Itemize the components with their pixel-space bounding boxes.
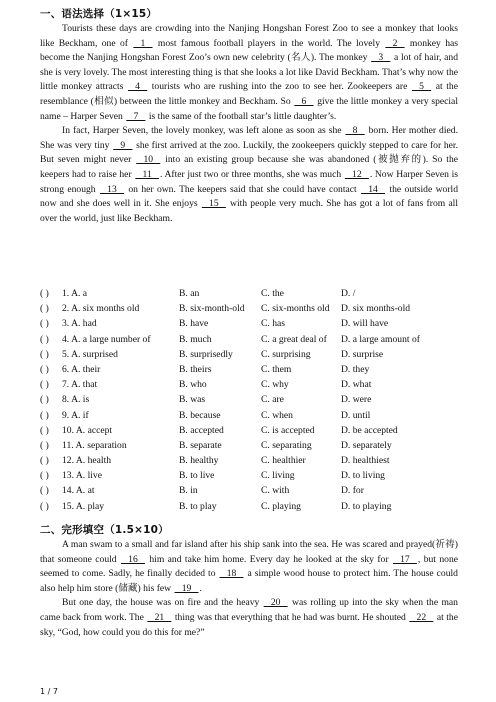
- option-c: C. the: [261, 288, 284, 299]
- option-b: B. in: [179, 485, 198, 497]
- answer-blank: 13: [99, 183, 124, 195]
- option-d: D. to playing: [341, 500, 392, 512]
- answer-blank: 19: [174, 582, 199, 594]
- option-c: C. separating: [261, 439, 312, 451]
- option-b: B. to live: [179, 470, 215, 482]
- answer-bracket: ( ): [40, 363, 49, 375]
- option-a: 13. A. live: [62, 470, 102, 482]
- answer-blank: 3: [371, 52, 391, 64]
- option-d: D. six months-old: [341, 303, 411, 315]
- section-heading-grammar: 一、语法选择（1×15）: [40, 8, 158, 20]
- answer-bracket: ( ): [40, 455, 49, 467]
- option-d: D. they: [341, 363, 370, 375]
- option-c: C. when: [261, 409, 293, 421]
- option-d: D. separately: [341, 439, 392, 451]
- passage-paragraph: But one day, the house was on fire and the heavy 20 was rolling up into the sky when the man came back from work. The 21 thing was that everything that he had was burnt. He shouted 22 at the sky, “God, how could you do this for me?”: [40, 597, 458, 638]
- passage-grammar: [40, 22, 458, 226]
- section-heading-cloze: 二、完形填空（1.5×10）: [40, 524, 169, 536]
- answer-blank: 18: [219, 568, 244, 580]
- option-c: C. living: [261, 470, 295, 482]
- passage-cloze: [40, 538, 458, 640]
- answer-blank: 1: [133, 37, 153, 49]
- option-a: 6. A. their: [62, 363, 101, 375]
- answer-bracket: ( ): [40, 394, 49, 406]
- answer-blank: 20: [263, 597, 288, 609]
- option-b: B. surprisedly: [179, 348, 233, 360]
- option-c: C. six-months old: [261, 303, 330, 315]
- option-b: B. because: [179, 409, 221, 421]
- answer-blank: 11: [135, 168, 159, 180]
- answer-blank: 7: [126, 110, 146, 122]
- option-a: 7. A. that: [62, 379, 98, 391]
- answer-bracket: ( ): [40, 318, 49, 330]
- option-b: B. accepted: [179, 424, 224, 436]
- answer-bracket: ( ): [40, 409, 49, 421]
- answer-blank: 10: [136, 154, 161, 166]
- answer-blank: 4: [127, 81, 148, 93]
- option-d: D. until: [341, 409, 371, 421]
- answer-blank: 17: [392, 553, 417, 565]
- option-b: B. much: [179, 333, 212, 345]
- option-a: 10. A. accept: [62, 424, 113, 436]
- answer-bracket: ( ): [40, 424, 49, 436]
- option-row: [40, 499, 480, 514]
- answer-blank: 21: [147, 611, 172, 623]
- option-c: C. healthier: [261, 455, 306, 467]
- answer-bracket: ( ): [40, 500, 49, 512]
- option-b: B. to play: [179, 500, 217, 512]
- option-c: C. why: [261, 379, 289, 391]
- option-a: 2. A. six months old: [62, 303, 140, 315]
- option-d: D. a large amount of: [341, 333, 420, 345]
- answer-bracket: ( ): [40, 333, 49, 345]
- option-a: 1. A. a: [62, 288, 88, 299]
- passage-paragraph: A man swam to a small and far island after his ship sank into the sea. He was scared and prayed(祈祷) that someone could 16 him and take him home. Every day he looked at the sky for 17 , but none seemed to come. Sadly, he finally decided to 18 a simple wood house to protect him. The house could also help him store (储藏) his few 19 .: [40, 538, 458, 596]
- option-b: B. an: [179, 288, 200, 299]
- option-b: B. was: [179, 394, 206, 406]
- option-row: [40, 483, 480, 498]
- page-number: 1 / 7: [40, 687, 58, 696]
- option-d: D. /: [341, 288, 356, 299]
- answer-blank: 16: [120, 553, 145, 565]
- option-d: D. for: [341, 485, 364, 497]
- option-row: [40, 332, 480, 347]
- option-b: B. six-month-old: [179, 303, 245, 315]
- option-c: C. surprising: [261, 348, 311, 360]
- option-b: B. healthy: [179, 455, 219, 467]
- option-d: D. will have: [341, 318, 389, 330]
- answer-blank: 22: [409, 611, 434, 623]
- answer-bracket: ( ): [40, 470, 49, 482]
- option-d: D. surprise: [341, 348, 384, 360]
- answer-blank: 15: [201, 198, 226, 210]
- answer-blank: 6: [294, 95, 314, 107]
- option-row: [40, 286, 480, 301]
- option-c: C. playing: [261, 500, 301, 512]
- option-row: [40, 392, 480, 407]
- option-a: 4. A. a large number of: [62, 333, 151, 345]
- option-d: D. what: [341, 379, 372, 391]
- passage-paragraph: Tourists these days are crowding into the Nanjing Hongshan Forest Zoo to see a monkey that looks like Beckham, one of 1 most famous football players in the world. The lovely 2 monkey has become the Nanjing Hongshan Forest Zoo’s own new celebrity (名人). The monkey 3 a lot of hair, and she is very lovely. The most interesting thing is that she looks a lot like David Beckham. That’s why now the little monkey attracts 4 tourists who are rushing into the zoo to see her. Zookeepers are 5 at the resemblance (相似) between the little monkey and Beckham. So 6 give the little monkey a very special name – Harper Seven 7 is the same of the football star’s little daughter’s.: [40, 22, 458, 124]
- answer-blank: 12: [344, 168, 369, 180]
- answer-blank: 14: [361, 183, 386, 195]
- answer-bracket: ( ): [40, 379, 49, 391]
- option-a: 8. A. is: [62, 394, 90, 406]
- option-a: 11. A. separation: [62, 439, 127, 451]
- option-b: B. who: [179, 379, 207, 391]
- answer-bracket: ( ): [40, 439, 49, 451]
- option-a: 15. A. play: [62, 500, 105, 512]
- option-row: [40, 438, 480, 453]
- options-table: [40, 286, 480, 514]
- option-b: B. separate: [179, 439, 222, 451]
- answer-blank: 9: [113, 139, 133, 151]
- option-a: 3. A. had: [62, 318, 97, 330]
- option-c: C. has: [261, 318, 285, 330]
- option-c: C. is accepted: [261, 424, 315, 436]
- option-row: [40, 316, 480, 331]
- answer-blank: 2: [385, 37, 405, 49]
- answer-bracket: ( ): [40, 348, 49, 360]
- option-row: [40, 453, 480, 468]
- option-a: 12. A. health: [62, 455, 112, 467]
- option-c: C. with: [261, 485, 290, 497]
- option-b: B. have: [179, 318, 209, 330]
- option-row: [40, 377, 480, 392]
- option-b: B. theirs: [179, 363, 212, 375]
- option-c: C. are: [261, 394, 284, 406]
- option-row: [40, 362, 480, 377]
- option-row: [40, 408, 480, 423]
- option-row: [40, 301, 480, 316]
- option-a: 9. A. if: [62, 409, 89, 421]
- option-a: 14. A. at: [62, 485, 95, 497]
- option-row: [40, 423, 480, 438]
- option-a: 5. A. surprised: [62, 348, 118, 360]
- option-c: C. them: [261, 363, 292, 375]
- option-row: [40, 468, 480, 483]
- answer-bracket: ( ): [40, 485, 49, 497]
- option-d: D. be accepted: [341, 424, 398, 436]
- option-d: D. were: [341, 394, 372, 406]
- answer-blank: 8: [345, 125, 365, 137]
- option-d: D. healthiest: [341, 455, 390, 467]
- option-row: [40, 347, 480, 362]
- passage-paragraph: In fact, Harper Seven, the lovely monkey, was left alone as soon as she 8 born. Her mother died. She was very tiny 9 she first arrived at the zoo. Luckily, the zookeepers quickly stepped to care for her. But seven might never 10 into an existing group because she was abandoned (被抛弃的). So the keepers had to raise her 11 . After just two or three months, she was much 12 . Now Harper Seven is strong enough 13 on her own. The keepers said that she could have contact 14 the outside world now and she does well in it. She enjoys 15 with people very much. She has got a lot of fans from all over the world, just like Beckham.: [40, 125, 459, 224]
- option-d: D. to living: [341, 470, 385, 482]
- answer-blank: 5: [411, 81, 432, 93]
- answer-bracket: ( ): [40, 303, 49, 315]
- option-c: C. a great deal of: [261, 333, 327, 345]
- answer-bracket: ( ): [40, 288, 49, 299]
